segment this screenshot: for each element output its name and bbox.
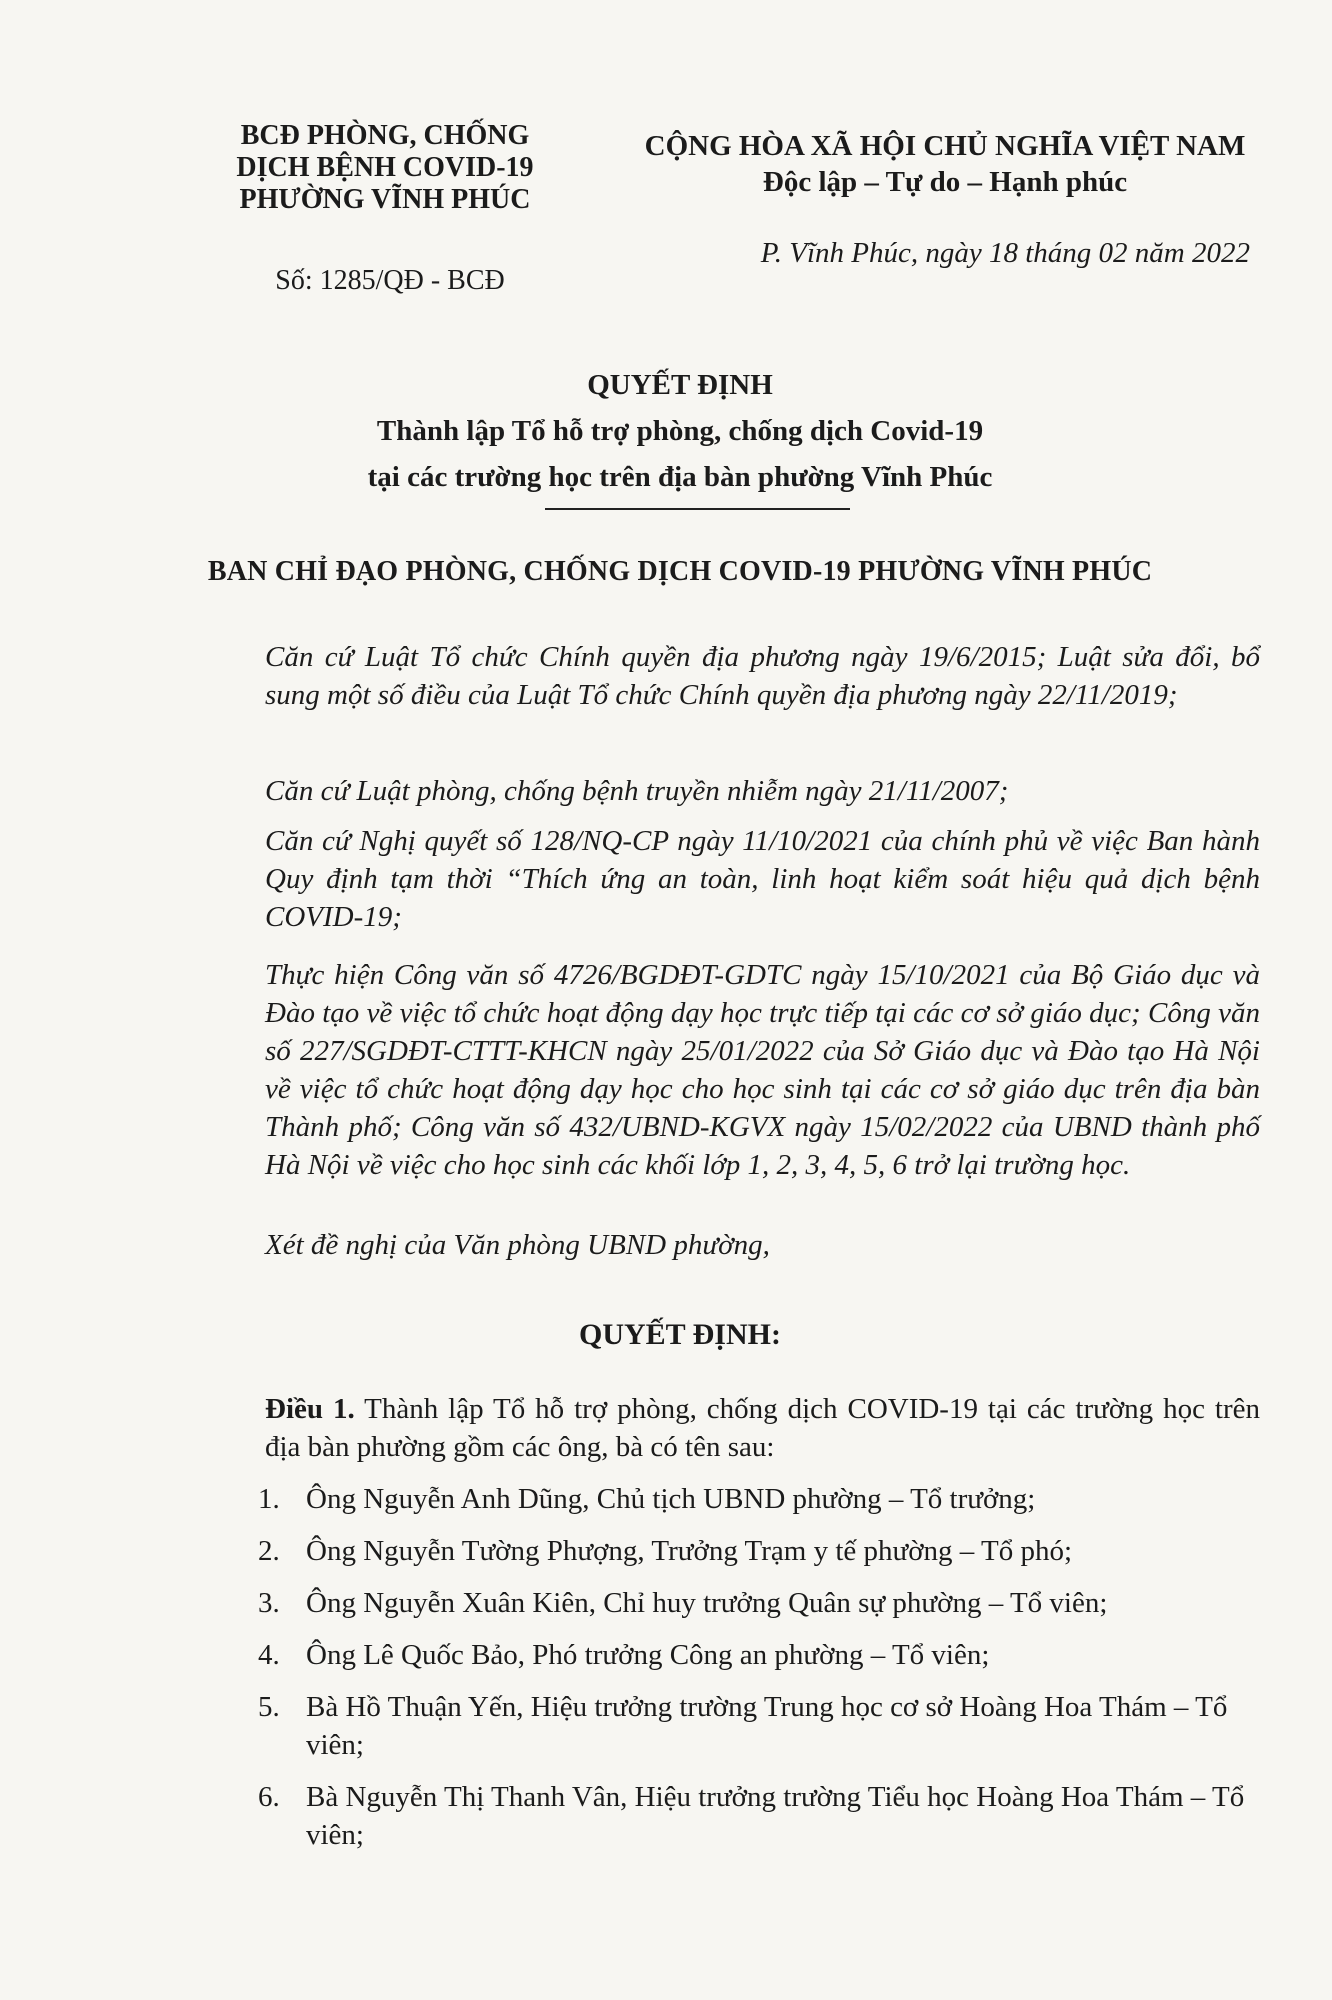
list-item xyxy=(258,1636,1288,1674)
ground-text: Căn cứ Nghị quyết số 128/NQ-CP ngày 11/10/2021 của chính phủ về việc Ban hành Quy định tạm thời “Thích ứng an toàn, linh hoạt kiểm soát hiệu quả dịch bệnh COVID-19; xyxy=(265,825,1260,933)
ground-text: Căn cứ Luật phòng, chống bệnh truyền nhiễm ngày 21/11/2007; xyxy=(265,775,1009,807)
ground-text: Xét đề nghị của Văn phòng UBND phường, xyxy=(265,1229,770,1261)
list-item xyxy=(258,1778,1288,1854)
list-item xyxy=(258,1480,1288,1518)
list-item xyxy=(258,1532,1288,1570)
national-motto: Độc lập – Tự do – Hạnh phúc xyxy=(762,166,1128,198)
issuing-body-line: BCĐ PHÒNG, CHỐNG xyxy=(240,120,530,151)
title-heading: QUYẾT ĐỊNH xyxy=(587,369,773,401)
date-line: P. Vĩnh Phúc, ngày 18 tháng 02 năm 2022 xyxy=(760,237,1250,269)
country-name: CỘNG HÒA XÃ HỘI CHỦ NGHĨA VIỆT NAM xyxy=(644,130,1246,162)
decision-heading: QUYẾT ĐỊNH: xyxy=(579,1318,781,1351)
title-subtitle-1: Thành lập Tổ hỗ trợ phòng, chống dịch Covid-19 xyxy=(376,415,984,447)
member-list xyxy=(258,1480,1288,1868)
ground-paragraph xyxy=(170,956,1260,1184)
title-subtitle-2: tại các trường học trên địa bàn phường Vĩnh Phúc xyxy=(367,461,993,493)
ground-paragraph xyxy=(170,1226,1260,1264)
document-number: Số: 1285/QĐ - BCĐ xyxy=(275,265,505,296)
issuing-authority: BAN CHỈ ĐẠO PHÒNG, CHỐNG DỊCH COVID-19 PHƯỜNG VĨNH PHÚC xyxy=(207,556,1153,587)
national-header xyxy=(620,128,1270,200)
article-1 xyxy=(175,1390,1260,1466)
list-number: 6. xyxy=(258,1781,280,1813)
list-item xyxy=(258,1584,1288,1622)
ground-paragraph xyxy=(170,638,1260,714)
list-number: 2. xyxy=(258,1535,280,1567)
member-text: Ông Lê Quốc Bảo, Phó trưởng Công an phường – Tổ viên; xyxy=(306,1639,990,1671)
list-item xyxy=(258,1688,1288,1764)
list-number: 5. xyxy=(258,1691,280,1723)
list-number: 4. xyxy=(258,1639,280,1671)
list-number: 3. xyxy=(258,1587,280,1619)
issuing-body xyxy=(205,120,565,216)
ground-text: Căn cứ Luật Tổ chức Chính quyền địa phương ngày 19/6/2015; Luật sửa đổi, bổ sung một số điều của Luật Tổ chức Chính quyền địa phương ngày 22/11/2019; xyxy=(265,641,1260,711)
member-text: Bà Nguyễn Thị Thanh Vân, Hiệu trưởng trường Tiểu học Hoàng Hoa Thám – Tổ viên; xyxy=(306,1781,1245,1851)
list-number: 1. xyxy=(258,1483,280,1515)
ground-paragraph xyxy=(170,772,1260,810)
article-text: Thành lập Tổ hỗ trợ phòng, chống dịch COVID-19 tại các trường học trên địa bàn phường gồm các ông, bà có tên sau: xyxy=(265,1393,1260,1463)
member-text: Ông Nguyễn Xuân Kiên, Chỉ huy trưởng Quân sự phường – Tổ viên; xyxy=(306,1587,1108,1619)
ground-paragraph xyxy=(170,822,1260,936)
article-label: Điều 1. xyxy=(265,1393,355,1425)
issuing-body-line: PHƯỜNG VĨNH PHÚC xyxy=(239,184,531,215)
title-underline xyxy=(545,508,850,510)
issuing-body-line: DỊCH BỆNH COVID-19 xyxy=(236,152,534,183)
ground-text: Thực hiện Công văn số 4726/BGDĐT-GDTC ngày 15/10/2021 của Bộ Giáo dục và Đào tạo về việc tổ chức hoạt động dạy học trực tiếp tại các cơ sở giáo dục; Công văn số 227/SGDĐT-CTTT-KHCN ngày 25/01/2022 của Sở Giáo dục và Đào tạo Hà Nội về việc tổ chức hoạt động dạy học cho học sinh tại các cơ sở giáo dục trên địa bàn Thành phố; Công văn số 432/UBND-KGVX ngày 15/02/2022 của UBND thành phố Hà Nội về việc cho học sinh các khối lớp 1, 2, 3, 4, 5, 6 trở lại trường học. xyxy=(265,959,1260,1181)
member-text: Bà Hồ Thuận Yến, Hiệu trưởng trường Trung học cơ sở Hoàng Hoa Thám – Tổ viên; xyxy=(306,1691,1228,1761)
member-text: Ông Nguyễn Tường Phượng, Trưởng Trạm y tế phường – Tổ phó; xyxy=(306,1535,1073,1567)
document-title xyxy=(200,362,1160,500)
member-text: Ông Nguyễn Anh Dũng, Chủ tịch UBND phường – Tổ trưởng; xyxy=(306,1483,1036,1515)
